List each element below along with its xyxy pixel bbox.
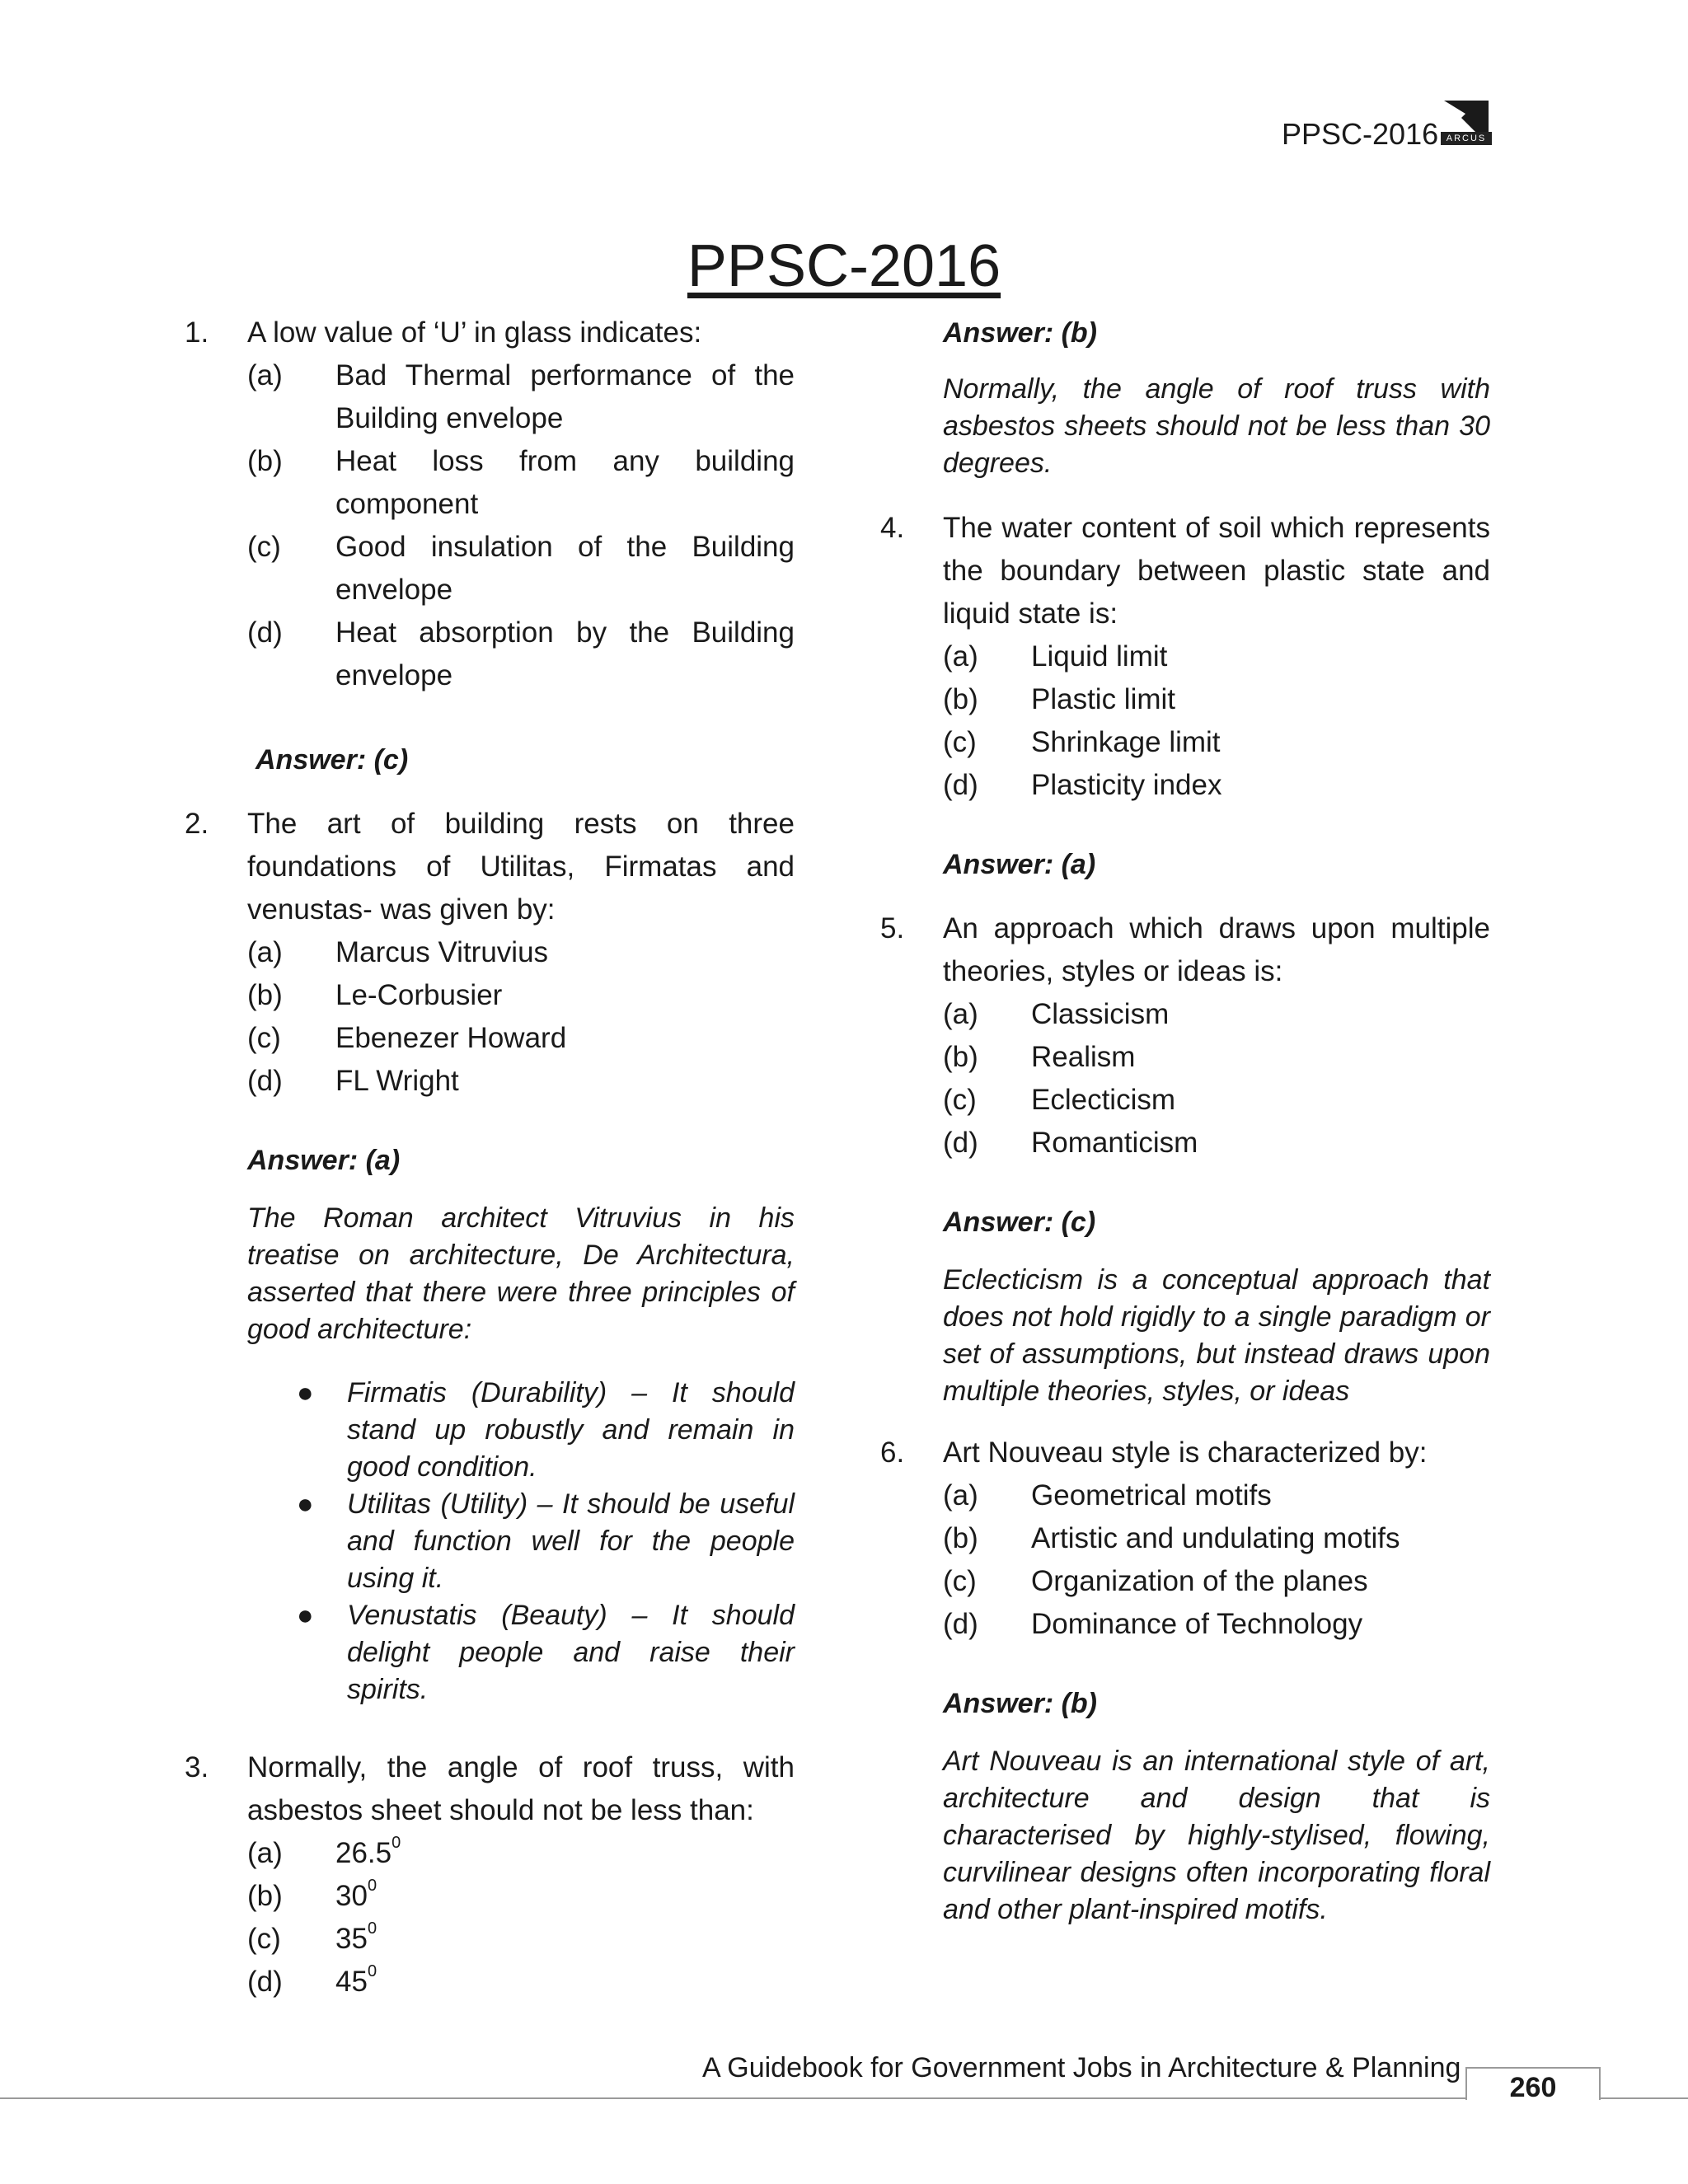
option-text: Geometrical motifs xyxy=(1031,1479,1272,1511)
option-c xyxy=(943,1079,1490,1122)
answer-label: Answer: (b) xyxy=(943,1688,1097,1719)
option-text: Organization of the planes xyxy=(1031,1565,1368,1597)
option-b xyxy=(247,974,795,1017)
question-number: 1. xyxy=(185,316,209,349)
answer-label: Answer: (c) xyxy=(943,1207,1096,1238)
option-b xyxy=(943,678,1490,721)
page-number: 260 xyxy=(1465,2067,1601,2100)
degree-sup: 0 xyxy=(367,1919,377,1938)
question-text: The water content of soil which represents the boundary between plastic state and liquid state is: xyxy=(943,512,1490,630)
option-text: Le-Corbusier xyxy=(335,979,503,1011)
option-key: (a) xyxy=(247,1837,283,1869)
option-d xyxy=(943,764,1490,807)
footer-rule xyxy=(0,2097,1465,2099)
bullet-item xyxy=(247,1375,795,1486)
option-a xyxy=(943,993,1490,1036)
option-list xyxy=(943,635,1490,807)
option-a xyxy=(247,354,795,440)
option-list xyxy=(247,354,795,697)
option-text xyxy=(335,1832,795,1875)
option-key: (a) xyxy=(943,1479,978,1511)
option-text: Ebenezer Howard xyxy=(335,1022,567,1054)
option-key: (d) xyxy=(247,616,283,649)
option-c xyxy=(247,526,795,612)
page-title: PPSC-2016 xyxy=(687,233,1001,299)
option-key: (d) xyxy=(247,1966,283,1998)
option-key: (a) xyxy=(943,640,978,673)
option-key: (b) xyxy=(943,683,978,715)
option-key: (b) xyxy=(247,445,283,477)
option-text: Eclecticism xyxy=(1031,1084,1176,1116)
option-value: 35 xyxy=(335,1923,368,1955)
question-number: 5. xyxy=(880,912,905,944)
option-b xyxy=(247,1875,795,1918)
option-b xyxy=(943,1036,1490,1079)
running-header: PPSC-2016 xyxy=(1282,117,1439,151)
explanation: The Roman architect Vitruvius in his treatise on architecture, De Architectura, asserted that there were three principles of good architecture: xyxy=(247,1202,795,1345)
question-text: A low value of ‘U’ in glass indicates: xyxy=(247,316,702,349)
option-key: (a) xyxy=(943,998,978,1030)
question-2 xyxy=(185,803,795,1708)
option-key: (c) xyxy=(247,531,281,563)
question-6 xyxy=(880,1432,1490,1929)
question-number: 4. xyxy=(880,512,905,544)
question-text: Normally, the angle of roof truss, with asbestos sheet should not be less than: xyxy=(247,1751,795,1826)
option-list xyxy=(247,1832,795,2004)
bullet-item xyxy=(247,1597,795,1708)
option-d xyxy=(247,612,795,697)
bullet-text: Firmatis (Durability) – It should stand up robustly and remain in good condition. xyxy=(347,1377,795,1483)
question-number: 6. xyxy=(880,1436,905,1469)
degree-sup: 0 xyxy=(392,1834,401,1852)
question-text: Art Nouveau style is characterized by: xyxy=(943,1436,1428,1469)
right-column xyxy=(880,312,1490,1929)
question-1 xyxy=(185,312,795,781)
option-key: (a) xyxy=(247,359,283,391)
question-text: The art of building rests on three foundations of Utilitas, Firmatas and venustas- was given by: xyxy=(247,808,795,926)
option-key: (b) xyxy=(943,1522,978,1554)
degree-sup: 0 xyxy=(367,1877,377,1895)
explanation: Art Nouveau is an international style of art, architecture and design that is characterised by highly-stylised, flowing, curvilinear designs often incorporating floral and other plant-inspired motifs. xyxy=(943,1746,1490,1925)
logo-label: ARCUS xyxy=(1441,132,1492,145)
option-key: (d) xyxy=(943,1127,978,1159)
answer-label: Answer: (a) xyxy=(943,849,1096,880)
option-list xyxy=(943,1474,1490,1646)
option-text: Heat loss from any building component xyxy=(335,445,795,520)
option-text xyxy=(335,1918,795,1961)
option-text xyxy=(335,1875,795,1918)
option-d xyxy=(943,1122,1490,1165)
option-a xyxy=(247,1832,795,1875)
option-text: Artistic and undulating motifs xyxy=(1031,1522,1400,1554)
option-key: (c) xyxy=(943,726,977,758)
option-text: Marcus Vitruvius xyxy=(335,936,549,968)
option-d xyxy=(247,1961,795,2004)
option-key: (c) xyxy=(943,1084,977,1116)
answer-label-q3: Answer: (b) xyxy=(943,317,1097,349)
option-d xyxy=(247,1060,795,1103)
option-text: Realism xyxy=(1031,1041,1136,1073)
option-key: (b) xyxy=(943,1041,978,1073)
option-value: 30 xyxy=(335,1880,368,1912)
option-text: Shrinkage limit xyxy=(1031,726,1221,758)
option-key: (d) xyxy=(943,769,978,801)
option-list xyxy=(247,931,795,1103)
bullet-icon: ● xyxy=(297,1377,314,1408)
option-key: (b) xyxy=(247,1880,283,1912)
option-text: Dominance of Technology xyxy=(1031,1608,1363,1640)
option-key: (c) xyxy=(247,1022,281,1054)
bullet-icon: ● xyxy=(297,1488,314,1520)
option-d xyxy=(943,1603,1490,1646)
option-value: 26.5 xyxy=(335,1837,392,1869)
option-key: (d) xyxy=(943,1608,978,1640)
question-3 xyxy=(185,1746,795,2004)
option-a xyxy=(943,635,1490,678)
left-column xyxy=(185,312,795,2004)
option-key: (b) xyxy=(247,979,283,1011)
option-text: Classicism xyxy=(1031,998,1170,1030)
question-number: 3. xyxy=(185,1751,209,1783)
option-text: Plasticity index xyxy=(1031,769,1222,801)
option-text: Good insulation of the Building envelope xyxy=(335,531,795,606)
option-text: FL Wright xyxy=(335,1065,459,1097)
option-text: Romanticism xyxy=(1031,1127,1198,1159)
question-number: 2. xyxy=(185,808,209,840)
degree-sup: 0 xyxy=(367,1962,377,1980)
option-c xyxy=(943,721,1490,764)
footer-rule-right xyxy=(1599,2097,1688,2099)
option-text xyxy=(335,1961,795,2004)
option-key: (c) xyxy=(247,1923,281,1955)
answer-label: Answer: (c) xyxy=(256,744,409,776)
option-key: (a) xyxy=(247,936,283,968)
principles-list xyxy=(247,1375,795,1708)
explanation: Eclecticism is a conceptual approach that does not hold rigidly to a single paradigm or set of assumptions, but instead draws upon multiple theories, styles, or ideas xyxy=(943,1264,1490,1407)
option-c xyxy=(943,1560,1490,1603)
option-text: Bad Thermal performance of the Building envelope xyxy=(335,359,795,434)
option-list xyxy=(943,993,1490,1165)
explanation-q3: Normally, the angle of roof truss with asbestos sheets should not be less than 30 degrees. xyxy=(943,373,1490,479)
option-b xyxy=(247,440,795,526)
option-text: Plastic limit xyxy=(1031,683,1176,715)
answer-label: Answer: (a) xyxy=(247,1145,401,1176)
question-text: An approach which draws upon multiple theories, styles or ideas is: xyxy=(943,912,1490,987)
bullet-item xyxy=(247,1486,795,1597)
bullet-text: Utilitas (Utility) – It should be useful and function well for the people using it. xyxy=(347,1488,795,1594)
footer-text: A Guidebook for Government Jobs in Architecture & Planning xyxy=(702,2052,1461,2083)
option-key: (c) xyxy=(943,1565,977,1597)
question-5 xyxy=(880,907,1490,1410)
option-key: (d) xyxy=(247,1065,283,1097)
option-text: Liquid limit xyxy=(1031,640,1168,673)
option-c xyxy=(247,1918,795,1961)
option-a xyxy=(943,1474,1490,1517)
question-4 xyxy=(880,507,1490,886)
bullet-text: Venustatis (Beauty) – It should delight people and raise their spirits. xyxy=(347,1600,795,1705)
option-c xyxy=(247,1017,795,1060)
option-value: 45 xyxy=(335,1966,368,1998)
bullet-icon: ● xyxy=(297,1600,314,1631)
option-text: Heat absorption by the Building envelope xyxy=(335,616,795,691)
option-a xyxy=(247,931,795,974)
option-b xyxy=(943,1517,1490,1560)
